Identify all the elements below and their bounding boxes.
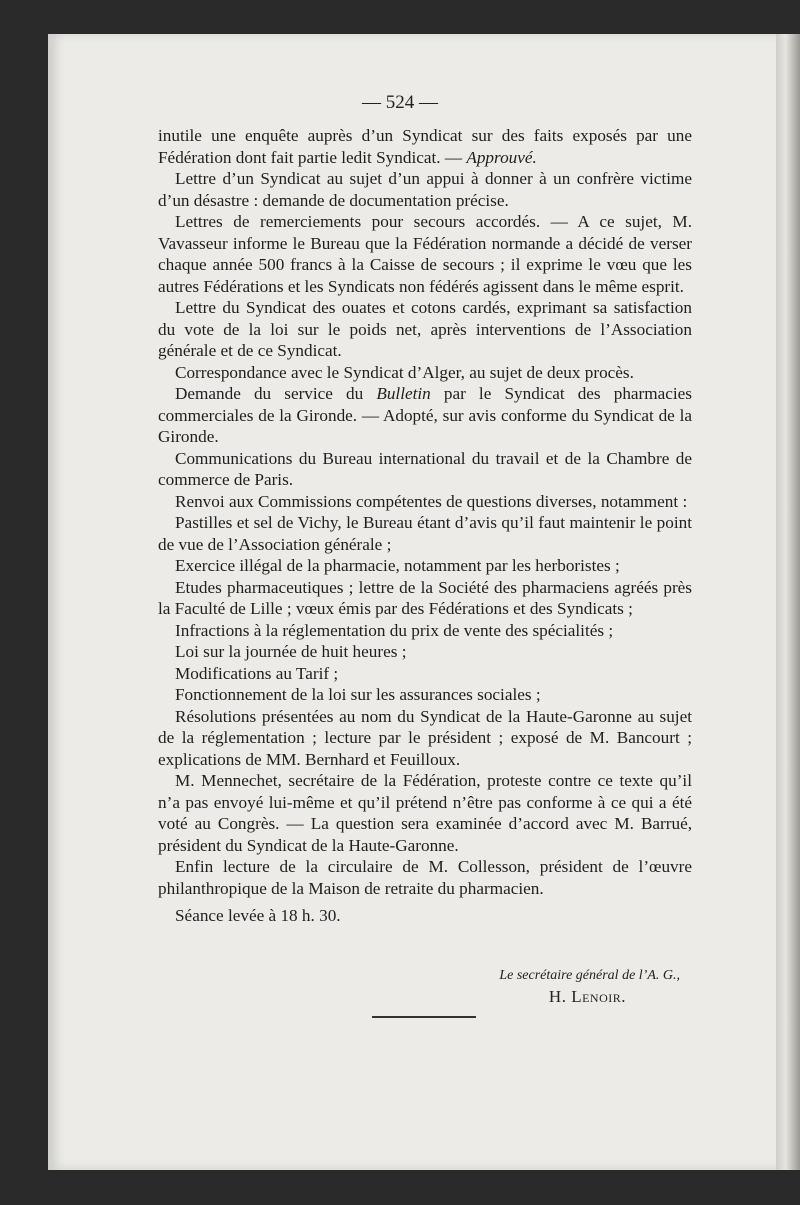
- paragraph: Correspondance avec le Syndicat d’Alger, au sujet de deux procès.: [175, 362, 634, 382]
- paragraph: Enfin lecture de la circulaire de M. Collesson, président de l’œuvre philanthropique de la Maison de retraite du pharmacien.: [158, 857, 692, 898]
- paragraph: inutile une enquête auprès d’un Syndicat sur des faits exposés par une Fédération dont fait partie ledit Syndicat. — Approuvé.: [158, 126, 692, 167]
- page-edge: [776, 34, 800, 1170]
- paragraph: Demande du service du Bulletin par le Syndicat des pharmacies commerciales de la Gironde. — Adopté, sur avis conforme du Syndicat de la Gironde.: [158, 384, 692, 446]
- paragraph: Communications du Bureau international du travail et de la Chambre de commerce de Paris.: [158, 448, 692, 489]
- paragraph: M. Mennechet, secrétaire de la Fédération, proteste contre ce texte qu’il n’a pas envoyé lui-même et qu’il prétend n’être pas conforme à ce qui a été voté au Congrès. — La question sera examinée d’accord avec M. Barrué, président du Syndicat de la Haute-Garonne.: [158, 771, 692, 855]
- paragraph: Renvoi aux Commissions compétentes de questions diverses, notamment :: [175, 491, 688, 511]
- closing-line: Séance levée à 18 h. 30.: [175, 906, 341, 925]
- signature-name: H. Lenoir.: [548, 987, 626, 1006]
- list-item: Résolutions présentées au nom du Syndicat de la Haute-Garonne au sujet de la réglementation ; lecture par le président ; exposé de M. Bancourt ; explications de MM. Bernhard et Feuilloux.: [158, 706, 692, 769]
- list-item: Loi sur la journée de huit heures ;: [175, 642, 407, 661]
- paragraph: Lettre d’un Syndicat au sujet d’un appui à donner à un confrère victime d’un désastre : demande de documentation précise.: [158, 169, 692, 210]
- list-item: Etudes pharmaceutiques ; lettre de la Société des pharmaciens agréés près la Faculté de Lille ; vœux émis par des Fédérations et des Syndicats ;: [158, 577, 692, 618]
- paragraph: Lettre du Syndicat des ouates et cotons cardés, exprimant sa satisfaction du vote de la loi sur le poids net, après interventions de l’Association générale et de ce Syndicat.: [158, 298, 692, 360]
- page-number: — 524 —: [362, 92, 438, 113]
- list-item: Infractions à la réglementation du prix de vente des spécialités ;: [175, 620, 614, 640]
- list-item: Fonctionnement de la loi sur les assurances sociales ;: [175, 685, 541, 704]
- signature-title: Le secrétaire général de l’A. G.,: [499, 968, 680, 983]
- divider-rule: [372, 1016, 476, 1018]
- body-text: [158, 125, 692, 927]
- list-item: Pastilles et sel de Vichy, le Bureau étant d’avis qu’il faut maintenir le point de vue de l’Association générale ;: [158, 513, 692, 554]
- paragraph: Lettres de remerciements pour secours accordés. — A ce sujet, M. Vavasseur informe le Bureau que la Fédération normande a décidé de verser chaque année 500 francs à la Caisse de secours ; il exprime le vœu que les autres Fédérations et les Syndicats non fédérés agissent dans le même esprit.: [158, 212, 692, 296]
- list-item: Exercice illégal de la pharmacie, notamment par les herboristes ;: [175, 556, 620, 575]
- list-item: Modifications au Tarif ;: [175, 663, 339, 683]
